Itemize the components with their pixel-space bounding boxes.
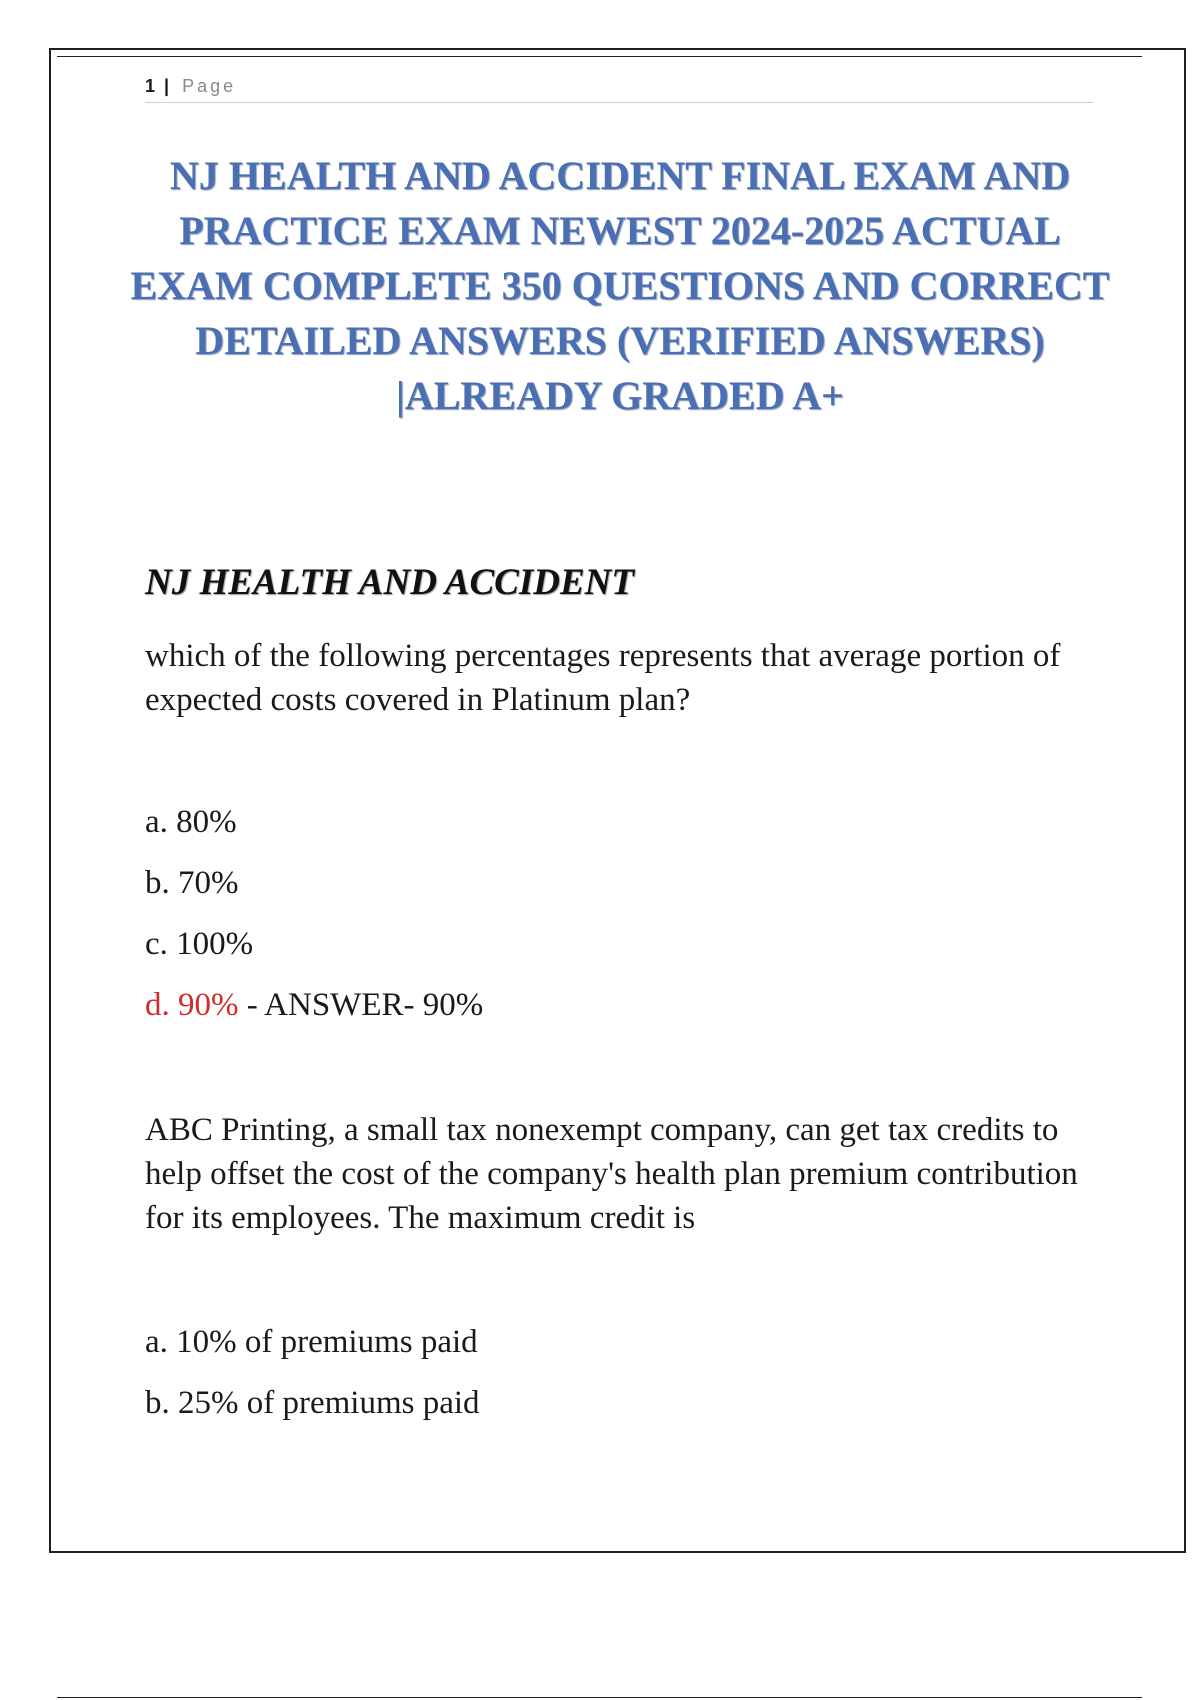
- section-heading: NJ HEALTH AND ACCIDENT: [145, 562, 634, 603]
- question-1-option-a: a. 80%: [145, 804, 237, 840]
- document-title: NJ HEALTH AND ACCIDENT FINAL EXAM AND PRACTICE EXAM NEWEST 2024-2025 ACTUAL EXAM COMPLETE 350 QUESTIONS AND CORRECT DETAILED ANSWERS (VERIFIED ANSWERS) |ALREADY GRADED A+: [130, 153, 1110, 418]
- question-2-option-b: b. 25% of premiums paid: [145, 1385, 480, 1421]
- question-2-text: ABC Printing, a small tax nonexempt company, can get tax credits to help offset the cost of the company's health plan premium contribution for its employees. The maximum credit is: [145, 1112, 1078, 1236]
- question-1-option-d: [145, 983, 483, 1027]
- correct-option: d. 90%: [145, 987, 239, 1023]
- question-1-option-c: c. 100%: [145, 926, 254, 962]
- question-2-option-a: a. 10% of premiums paid: [145, 1324, 478, 1360]
- question-1-option-b: b. 70%: [145, 865, 239, 901]
- page-separator: |: [164, 76, 171, 96]
- top-rule: [57, 56, 1142, 57]
- bottom-rule: [57, 1697, 1142, 1698]
- question-1-text: which of the following percentages represents that average portion of expected costs covered in Platinum plan?: [145, 638, 1061, 718]
- answer-text: - ANSWER- 90%: [238, 987, 484, 1023]
- page-label: Page: [182, 76, 237, 96]
- page-number: 1: [145, 76, 157, 96]
- page-header: [145, 74, 1093, 103]
